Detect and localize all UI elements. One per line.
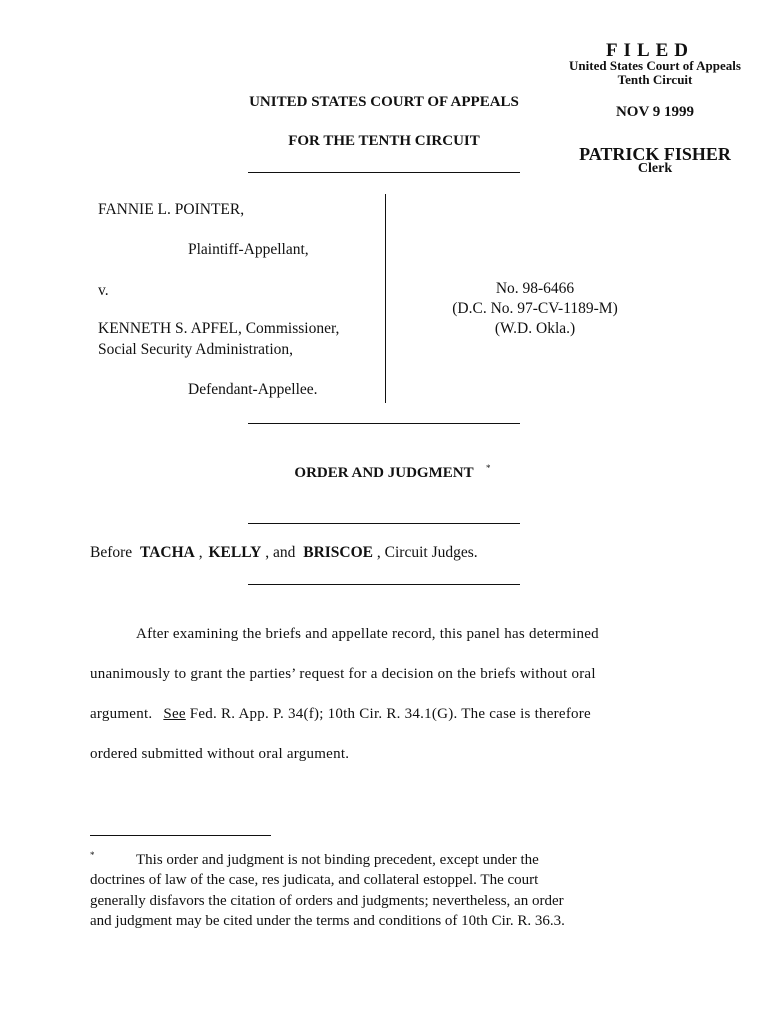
footnote-line-4: and judgment may be cited under the terms and conditions of 10th Cir. R. 36.3. <box>90 913 565 929</box>
order-divider <box>248 523 520 524</box>
body-line-4: ordered submitted without oral argument. <box>90 746 350 762</box>
footnote-separator <box>90 835 271 836</box>
judge-briscoe: BRISCOE <box>303 544 374 561</box>
panel-sep-1: , <box>194 544 203 561</box>
defendant-agency: Social Security Administration, <box>98 341 294 358</box>
plaintiff-name: FANNIE L. POINTER, <box>98 201 245 218</box>
panel-line <box>90 544 478 562</box>
caption-bottom-divider <box>248 423 520 424</box>
case-number: No. 98-6466 <box>495 280 575 297</box>
court-circuit: FOR THE TENTH CIRCUIT <box>288 133 480 149</box>
body-line-3-end: Fed. R. App. P. 34(f); 10th Cir. R. 34.1(G). The case is therefore <box>185 706 591 722</box>
footnote-line-3: generally disfavors the citation of orders and judgments; nevertheless, an order <box>90 893 564 909</box>
defendant-role: Defendant-Appellee. <box>188 381 318 398</box>
district-court-number: (D.C. No. 97-CV-1189-M) <box>452 300 618 317</box>
versus: v. <box>98 282 109 299</box>
filed-date: NOV 9 1999 <box>615 104 695 120</box>
clerk-name: PATRICK FISHER <box>579 144 731 164</box>
caption-divider <box>385 194 386 403</box>
court-name: UNITED STATES COURT OF APPEALS <box>249 94 519 110</box>
case-numbers <box>410 279 660 339</box>
order-title-text: ORDER AND JUDGMENT <box>294 465 474 481</box>
plaintiff-role: Plaintiff-Appellant, <box>188 241 309 258</box>
footnote-line-2: doctrines of law of the case, res judicata, and collateral estoppel. The court <box>90 872 539 888</box>
panel-before: Before <box>90 544 133 561</box>
order-title <box>200 465 568 482</box>
panel-sep-2: , and <box>261 544 296 561</box>
filed-stamp-title: FILED <box>605 40 695 61</box>
header-divider <box>248 172 520 173</box>
body-line-3-start: argument. <box>90 706 153 722</box>
judge-kelly: KELLY <box>208 544 262 561</box>
filed-stamp-court: United States Court of Appeals <box>569 58 741 73</box>
citation-see: See <box>163 706 186 722</box>
footnote-line-1: This order and judgment is not binding precedent, except under the <box>136 852 539 868</box>
panel-suffix: , Circuit Judges. <box>373 544 478 561</box>
district: (W.D. Okla.) <box>494 320 576 337</box>
filed-stamp-circuit: Tenth Circuit <box>617 72 693 87</box>
body-line-1: After examining the briefs and appellate record, this panel has determined <box>136 626 599 642</box>
order-title-footnote-marker: * <box>486 463 491 473</box>
judge-tacha: TACHA <box>140 544 195 561</box>
defendant-name: KENNETH S. APFEL, Commissioner, <box>98 320 340 337</box>
body-line-3 <box>90 706 591 723</box>
panel-divider <box>248 584 520 585</box>
footnote-marker: * <box>90 850 95 860</box>
clerk-title: Clerk <box>637 161 673 176</box>
body-line-2: unanimously to grant the parties’ request for a decision on the briefs without oral <box>90 666 596 682</box>
